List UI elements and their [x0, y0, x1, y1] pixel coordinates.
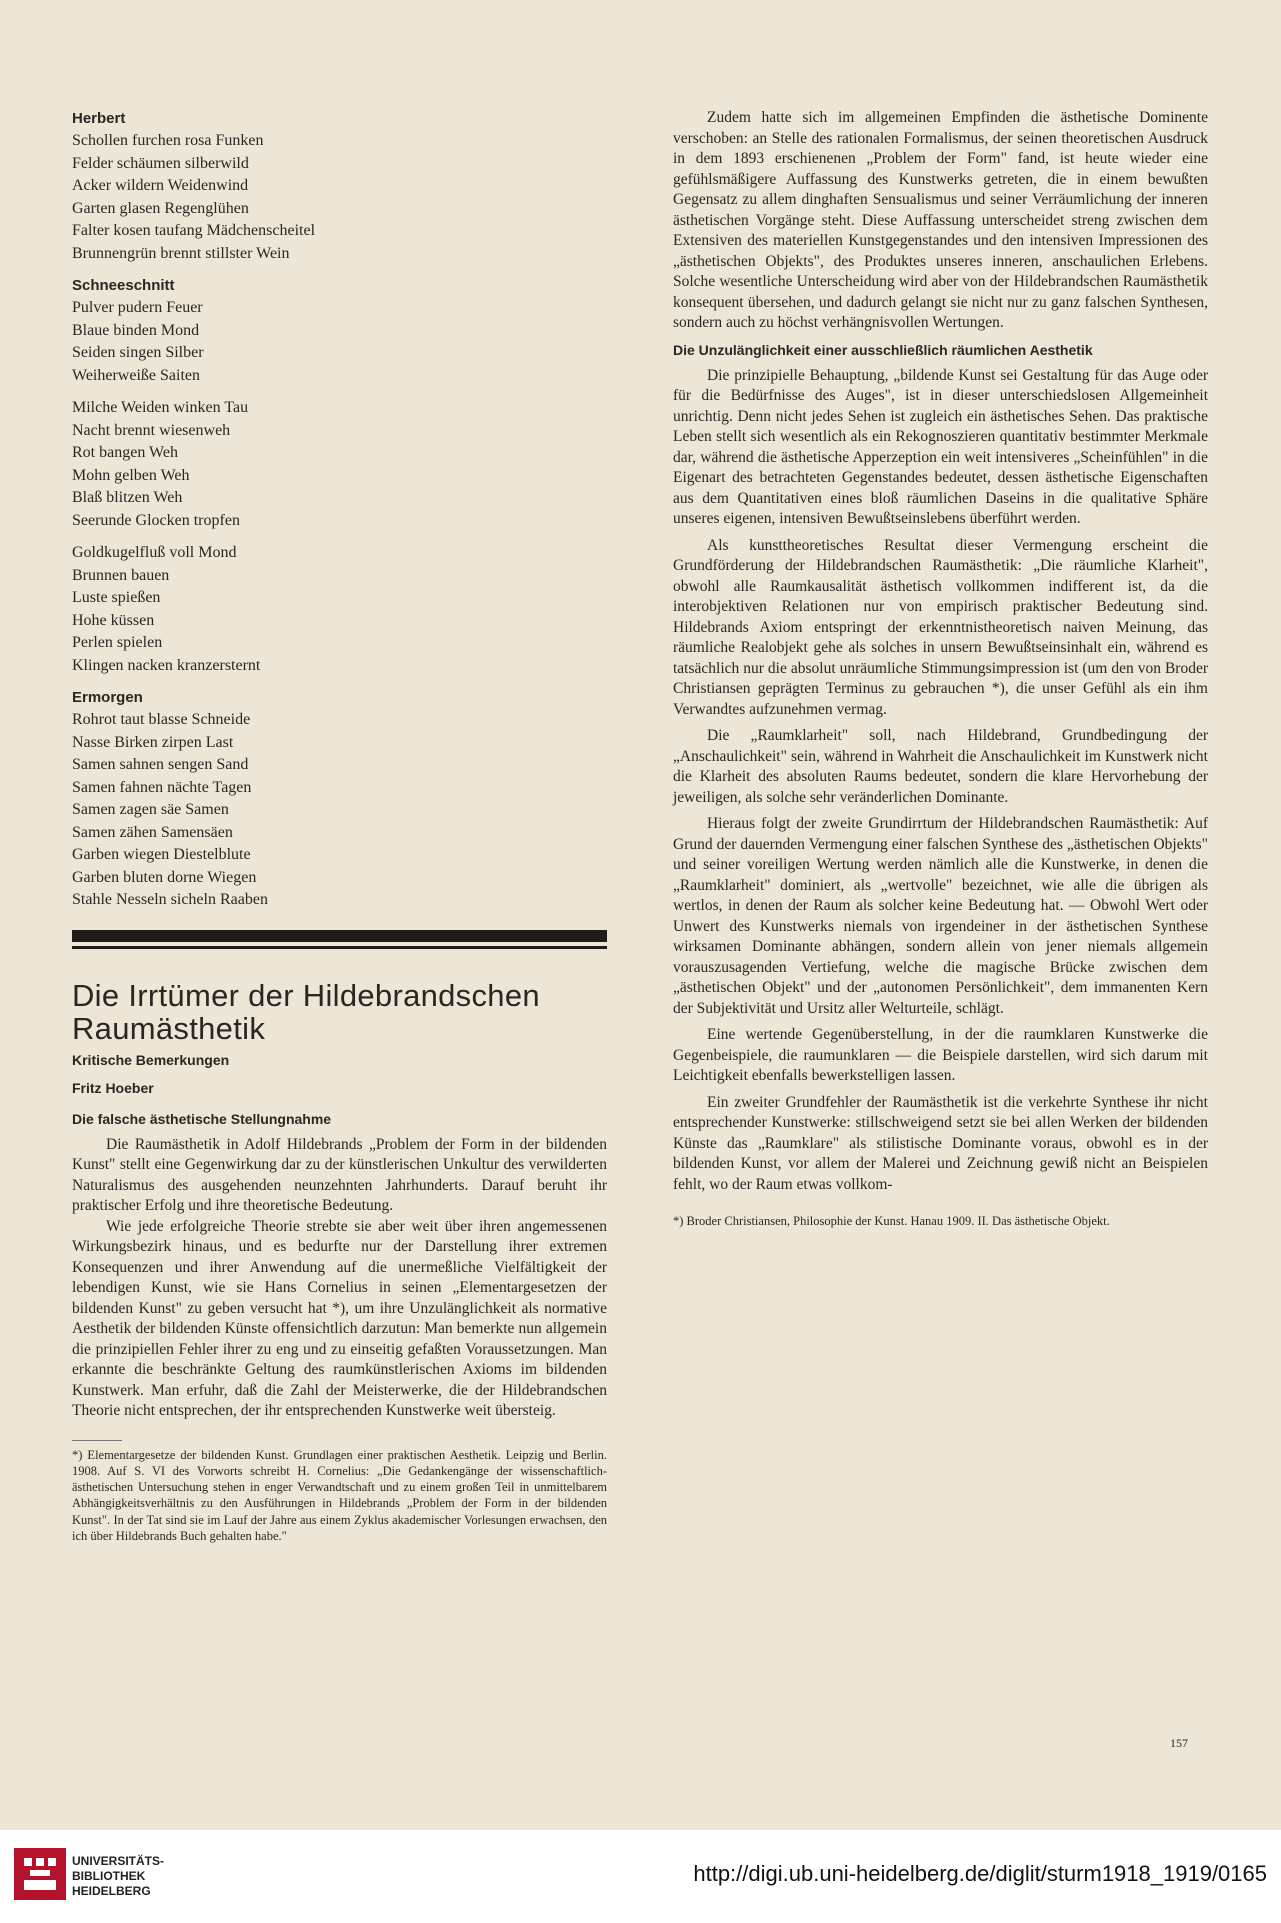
poem-line: Samen fahnen nächte Tagen: [72, 778, 252, 796]
source-url-link[interactable]: http://digi.ub.uni-heidelberg.de/diglit/sturm1918_1919/0165: [693, 1861, 1267, 1886]
footer-bar: [0, 1830, 1281, 1923]
poem-line: Rohrot taut blasse Schneide: [72, 711, 251, 728]
poem-line: Samen zagen säe Samen: [72, 801, 229, 818]
poem-line: Nasse Birken zirpen Last: [72, 733, 234, 751]
poem-line: Stahle Nesseln sicheln Raaben: [72, 891, 268, 908]
left-column: [72, 108, 607, 1544]
footnote-right: *) Broder Christiansen, Philosophie der Kunst. Hanau 1909. II. Das ästhetische Objekt.: [673, 1214, 1110, 1228]
poem-stanza: [72, 542, 607, 677]
poem-line: Weiherweiße Saiten: [72, 366, 200, 384]
footnote-separator: [72, 1440, 122, 1441]
poem-stanza: [72, 397, 607, 532]
section-heading-1: Die falsche ästhetische Stellungnahme: [72, 1110, 332, 1127]
poem-line: Goldkugelfluß voll Mond: [72, 544, 237, 561]
paragraph: Ein zweiter Grundfehler der Raumästhetik ist die verkehrte Synthese ihr nicht entsprechender Kunstwerke: stillschweigend setzt sie bei allen Werken der bildenden Künste das „Raumklare" als stilistische Dominante voraus, obwohl es in der bildenden Kunst, vor allem der Malerei und Zeichnung gewiß nicht an Beispielen fehlt, wo der Raum etwas vollkom-: [673, 1093, 1208, 1193]
paragraph: Die prinzipielle Behauptung, „bildende Kunst sei Gestaltung für das Auge oder für die Bedürfnisse des Auges", ist in dieser unterschiedslosen Allgemeinheit unrichtig. Denn nicht jedes Sehen ist zugleich ein ästhetisches Sehen. Das praktische Leben stellt sich wesentlich als ein Rekognoszieren quantitativ bestimmter Merkmale dar, während die ästhetische Apperzeption ein weit intensiveres „Scheinfühlen" in die Eigenart des betrachteten Gegenstandes bedeutet, dessen ästhetische Eigenschaften aus dem Quantitativen eines bloß räumlichen Daseins in die qualitative Sphäre unseres eigenen, intensiven Bewußtseinslebens überführt werden.: [673, 366, 1208, 527]
poems-block: [72, 108, 607, 912]
poem-line: Samen sahnen sengen Sand: [72, 756, 249, 773]
poem-title: Herbert: [72, 110, 126, 127]
divider-thin: [72, 946, 607, 949]
poem-line: Nacht brennt wiesenweh: [72, 421, 231, 439]
paragraph: Die Raumästhetik in Adolf Hildebrands „Problem der Form in der bildenden Kunst" stellt eine Gegenwirkung dar zu der künstlerischen Unkultur des verwilderten Naturalismus des ausgehenden neunzehnten Jahrhunderts. Darauf beruht ihr praktischer Erfolg und ihre theoretische Bedeutung.: [72, 1135, 607, 1214]
poem-line: Blaue binden Mond: [72, 321, 200, 339]
poem-line: Seerunde Glocken tropfen: [72, 511, 240, 529]
poem-line: Samen zähen Samensäen: [72, 823, 233, 841]
poem-line: Klingen nacken kranzersternt: [72, 656, 261, 674]
poem-stanza: [72, 130, 607, 265]
poem-stanza: [72, 709, 607, 912]
paragraph: Als kunsttheoretisches Resultat dieser Vermengung erscheint die Grundförderung der Hildebrandschen Raumästhetik: „Die räumliche Klarheit", obwohl alle Raumkausalität ästhetisch vollkommen indifferent ist, da die interobjektiven Relationen nur von empirisch praktischer Bedeutung sind. Hildebrands Axiom entspringt der erkenntnistheoretisch naiven Meinung, das räumliche Realobjekt gehe als solches in unsern Bewußtseinsinhalt ein, während es tatsächlich nur die absolut unräumliche Stimmungsimpression ist (um den von Broder Christiansen geprägten Terminus zu gebrauchen *), die unser Gefühl als ein ihm Verwandtes aufzunehmen vermag.: [673, 536, 1208, 718]
institution-line: UNIVERSITÄTS-: [72, 1854, 165, 1868]
poem-line: Brunnengrün brennt stillster Wein: [72, 244, 290, 262]
paragraph: Eine wertende Gegenüberstellung, in der die raumklaren Kunstwerke die Gegenbeispiele, die raumunklaren — die Beispiele darstellen, wird sich darum mit Leichtigkeit ebenfalls bewerkstelligen lassen.: [673, 1026, 1208, 1084]
paragraph: Die „Raumklarheit" soll, nach Hildebrand, Grundbedingung der „Anschaulichkeit" sein, während in Wahrheit die Anschaulichkeit im Kunstwerk nicht die Klarheit des absoluten Raums bedeutet, sondern die klare Hervorhebung der jeweiligen, als solche sehr veränderlichen Dominante.: [673, 727, 1208, 806]
poem-line: Pulver pudern Feuer: [72, 299, 203, 316]
poem-line: Milche Weiden winken Tau: [72, 399, 249, 416]
poem-line: Hohe küssen: [72, 611, 155, 629]
section-heading-2: Die Unzulänglichkeit einer ausschließlich räumlichen Aesthetik: [673, 341, 1093, 358]
poem-line: Brunnen bauen: [72, 566, 170, 584]
poem-line: Blaß blitzen Weh: [72, 489, 183, 506]
institution-line: BIBLIOTHEK: [72, 1869, 146, 1883]
article-author: Fritz Hoeber: [72, 1079, 154, 1096]
poem-line: Seiden singen Silber: [72, 344, 204, 361]
university-seal-icon[interactable]: [14, 1848, 66, 1900]
poem-title: Ermorgen: [72, 689, 143, 706]
right-column: [673, 108, 1208, 1229]
footnote-left: *) Elementargesetze der bildenden Kunst. Grundlagen einer praktischen Aesthetik. Leipzig und Berlin. 1908. Auf S. VI des Vorworts schreibt H. Cornelius: „Die Gedankengänge der wissenschaftlich-ästhetischen Untersuchung stehen in enger Verwandtschaft und zu einem großen Teil in unmittelbarem Abhängigkeitsverhältnis zu den Ausführungen in Hildebrands „Problem der Form in der bildenden Kunst". In der Tat sind sie im Lauf der Jahre aus einem Zyklus akademischer Vorlesungen erwachsen, den ich über Hildebrands Buch gehalten habe.": [72, 1447, 607, 1543]
article-headline: Die Irrtümer der Hildebrandschen Raumästhetik: [72, 977, 540, 1046]
poem-line: Acker wildern Weidenwind: [72, 177, 249, 194]
paragraph: Hieraus folgt der zweite Grundirrtum der Hildebrandschen Raumästhetik: Auf Grund der dauernden Vermengung einer falschen Synthese des „ästhetischen Objekts" und seiner voreiligen Wertung werden nämlich alle die Kunstwerke, in denen die „Raumklarheit" dominiert, als „wertvolle" bezeichnet, wie alle die übrigen als wertlos, in denen der Raum als solcher keine Bedeutung hat. — Obwohl Wert oder Unwert des Kunstwerks niemals von irgendeiner in der ästhetischen Synthese wirksamen Dominante abhängen, sondern allein von jener niemals allgemein vorauszusagenden Vertiefung, welche die magische Brücke zwischen dem „ästhetischen Objekt" und der „autonomen Persönlichkeit", dem immanenten Kern der Subjektivität und Ursitz aller Welturteile, schlägt.: [673, 815, 1208, 1017]
poem-line: Falter kosen taufang Mädchenscheitel: [72, 222, 316, 239]
poem-line: Rot bangen Weh: [72, 444, 178, 461]
divider-thick: [72, 930, 607, 942]
poem-line: Luste spießen: [72, 589, 161, 606]
paragraph: Zudem hatte sich im allgemeinen Empfinden die ästhetische Dominente verschoben: an Stelle des rationalen Formalismus, der seinen theoretischen Ausdruck in dem 1893 erschienenen „Problem der Form" fand, ist heute wieder eine gefühlsmäßigere Auffassung des Kunstwerks getreten, die in einem bewußten Gegensatz zu allem dinghaften Sensualismus und seiner Verräumlichung der inneren ästhetischen Vorgänge steht. Diese Auffassung unterscheidet streng zwischen dem Extensiven des materiellen Kunstgegenstandes und den intensiven Impressionen des „ästhetischen Objekts", des Produktes unseres inneren, anschaulichen Erlebens. Solche wesentliche Unterscheidung wird aber von der Hildebrandschen Raumästhetik konsequent übersehen, und dadurch gelangt sie nicht nur zu ganz falschen Synthesen, sondern auch zu höchst verhängnisvollen Wertungen.: [673, 109, 1208, 331]
institution-name: [72, 1854, 164, 1899]
poem-line: Garten glasen Regenglühen: [72, 199, 249, 217]
poem-line: Perlen spielen: [72, 634, 163, 651]
poem-line: Garben bluten dorne Wiegen: [72, 868, 257, 886]
poem-line: Mohn gelben Weh: [72, 466, 190, 484]
article-subtitle: Kritische Bemerkungen: [72, 1051, 230, 1068]
poem-stanza: [72, 297, 607, 387]
page-number: 157: [1170, 1736, 1188, 1750]
poem-line: Garben wiegen Diestelblute: [72, 846, 251, 863]
poem-title: Schneeschnitt: [72, 277, 175, 294]
poem-line: Felder schäumen silberwild: [72, 154, 249, 172]
paragraph: Wie jede erfolgreiche Theorie strebte sie aber weit über ihren angemessenen Wirkungsbezirk hinaus, und es bedurfte nur der Darstellung ihrer extremen Konsequenzen und ihrer Anwendung auf die unermeßliche Vielfältigkeit der lebendigen Kunst, wie sie Hans Cornelius in seinen „Elementargesetzen der bildenden Kunst" zu geben versucht hat *), um ihre Unzulänglichkeit als normative Aesthetik der bildenden Künste offensichtlich darzutun: Man bemerkte nun allgemein die prinzipiellen Fehler ihrer zu eng und zu einseitig gefaßten Voraussetzungen. Man erkannte die beschränkte Geltung des raumkünstlerischen Axioms im bildenden Kunstwerk. Man erfuhr, daß die Zahl der Meisterwerke, die der Hildebrandschen Theorie nicht entsprechen, der ihr entsprechenden Kunstwerke weit übersteig.: [72, 1217, 607, 1419]
poem-line: Schollen furchen rosa Funken: [72, 132, 264, 149]
institution-line: HEIDELBERG: [72, 1884, 151, 1898]
